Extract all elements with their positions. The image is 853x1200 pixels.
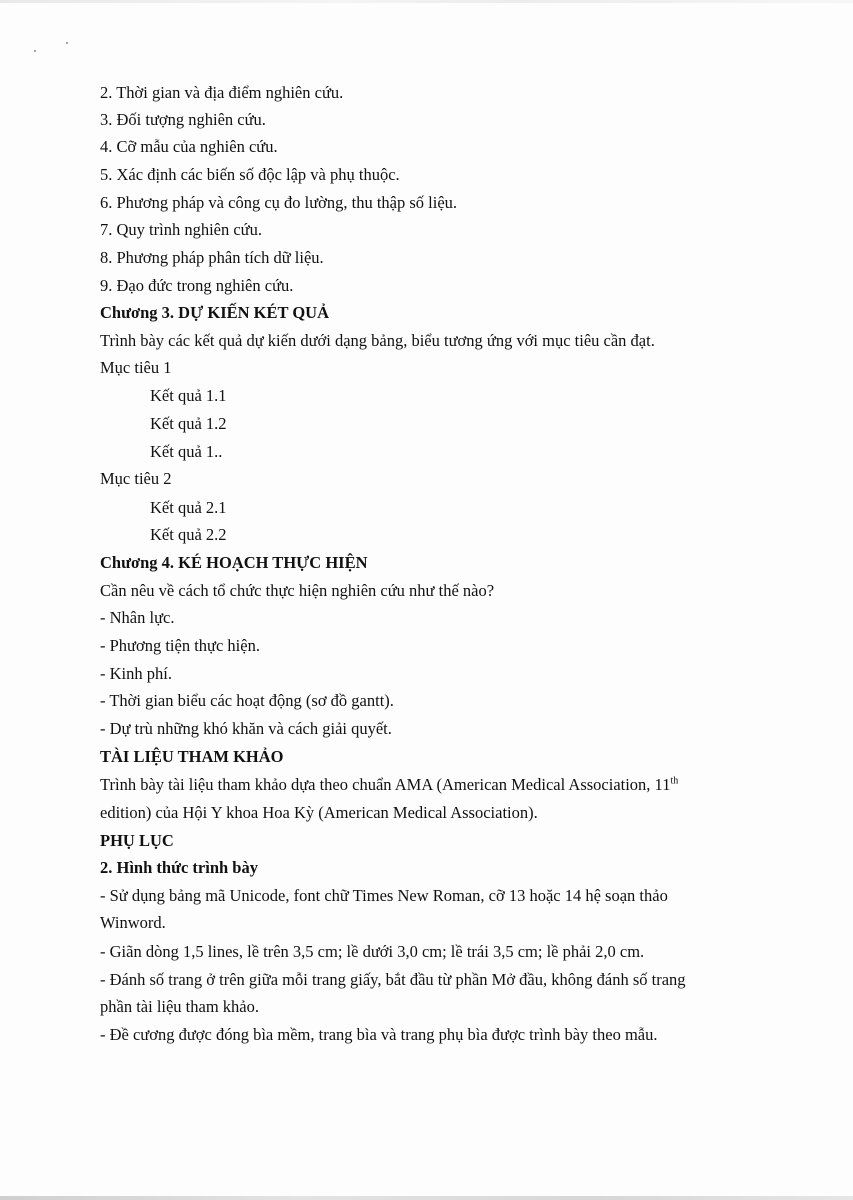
references-description-cont: edition) của Hội Y khoa Hoa Kỳ (American Medical Association). [100,803,538,822]
references-heading: TÀI LIỆU THAM KHẢO [100,747,284,766]
format-rule-font: - Sử dụng bảng mã Unicode, font chữ Times New Roman, cỡ 13 hoặc 14 hệ soạn thảo [100,886,668,905]
references-description-text: Trình bày tài liệu tham khảo dựa theo chuẩn AMA (American Medical Association, 11 [100,775,671,794]
presentation-format-heading: 2. Hình thức trình bày [100,858,258,877]
plan-item-risks: - Dự trù những khó khăn và cách giải quyết. [100,719,392,738]
result-1-n: Kết quả 1.. [150,442,223,461]
chapter-4-heading: Chương 4. KÉ HOẠCH THỰC HIỆN [100,553,368,572]
chapter-4-question: Cần nêu về cách tổ chức thực hiện nghiên cứu như thế nào? [100,581,495,600]
method-item-3: 3. Đối tượng nghiên cứu. [100,110,266,129]
result-1-1: Kết quả 1.1 [150,386,227,405]
format-rule-font-cont: Winword. [100,913,166,932]
chapter-3-description: Trình bày các kết quả dự kiến dưới dạng bảng, biểu tương ứng với mục tiêu cần đạt. [100,331,655,350]
objective-2-label: Mục tiêu 2 [100,469,172,488]
appendix-heading: PHỤ LỤC [100,831,174,850]
method-item-6: 6. Phương pháp và công cụ đo lường, thu thập số liệu. [100,193,458,212]
plan-item-means: - Phương tiện thực hiện. [100,636,260,655]
method-item-9: 9. Đạo đức trong nghiên cứu. [100,276,294,295]
plan-item-budget: - Kinh phí. [100,664,172,683]
format-rule-page-numbering-cont: phần tài liệu tham khảo. [100,997,259,1016]
references-superscript: th [670,775,679,787]
method-item-7: 7. Quy trình nghiên cứu. [100,220,263,239]
method-item-8: 8. Phương pháp phân tích dữ liệu. [100,248,324,267]
references-description [100,774,678,796]
scan-speck [66,42,68,44]
scan-speck [34,50,36,52]
method-item-2: 2. Thời gian và địa điểm nghiên cứu. [100,83,344,102]
scan-edge-bottom [0,1196,853,1200]
plan-item-personnel: - Nhân lực. [100,608,175,627]
scan-edge-top [0,0,853,3]
result-1-2: Kết quả 1.2 [150,414,227,433]
format-rule-page-numbering: - Đánh số trang ở trên giữa mỗi trang giấy, bắt đầu từ phần Mở đầu, không đánh số trang [100,970,686,989]
plan-item-schedule: - Thời gian biểu các hoạt động (sơ đồ gantt). [100,691,394,710]
method-item-4: 4. Cỡ mẫu của nghiên cứu. [100,137,278,156]
result-2-2: Kết quả 2.2 [150,525,227,544]
result-2-1: Kết quả 2.1 [150,498,227,517]
objective-1-label: Mục tiêu 1 [100,358,172,377]
format-rule-spacing: - Giãn dòng 1,5 lines, lề trên 3,5 cm; lề dưới 3,0 cm; lề trái 3,5 cm; lề phải 2,0 cm. [100,942,645,961]
chapter-3-heading: Chương 3. DỰ KIẾN KÉT QUẢ [100,303,329,322]
method-item-5: 5. Xác định các biến số độc lập và phụ thuộc. [100,165,400,184]
format-rule-binding: - Đề cương được đóng bìa mềm, trang bìa và trang phụ bìa được trình bày theo mẫu. [100,1025,658,1044]
